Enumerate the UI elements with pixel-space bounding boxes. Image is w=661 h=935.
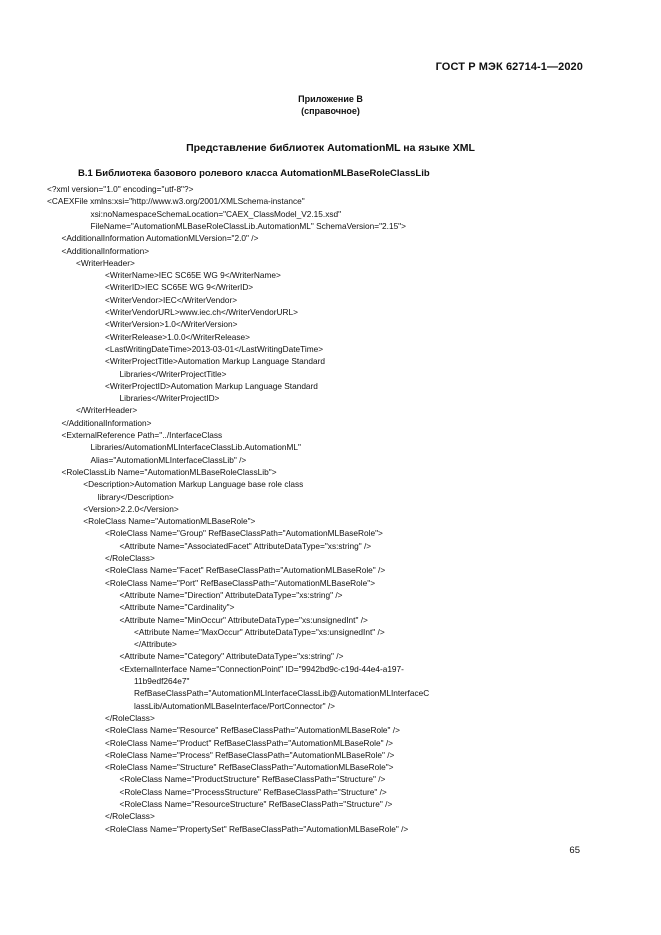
code-line: <Attribute Name="AssociatedFacet" AttributeDataType="xs:string" /> [119, 540, 372, 551]
code-line: <Attribute Name="Direction" AttributeDataType="xs:string" /> [119, 589, 343, 600]
code-line: <Attribute Name="MinOccur" AttributeDataType="xs:unsignedInt" /> [119, 614, 368, 625]
code-line: <RoleClass Name="Port" RefBaseClassPath="AutomationMLBaseRole"> [105, 577, 376, 588]
code-line: lassLib/AutomationMLBaseInterface/PortConnector" /> [134, 700, 336, 711]
code-line: <WriterRelease>1.0.0</WriterRelease> [105, 331, 250, 342]
code-line: </AdditionalInformation> [61, 417, 152, 428]
code-line: </Attribute> [134, 639, 177, 650]
code-line: <AdditionalInformation> [61, 245, 150, 256]
code-line: <ExternalInterface Name="ConnectionPoint" ID="9942bd9c-c19d-44e4-a197- [119, 663, 404, 674]
page-number: 65 [569, 845, 580, 856]
code-line: <WriterID>IEC SC65E WG 9</WriterID> [105, 282, 254, 293]
code-line: <ExternalReference Path="../InterfaceClass [61, 430, 223, 440]
code-line: Libraries</WriterProjectID> [119, 393, 220, 404]
code-line: <AdditionalInformation AutomationMLVersion="2.0" /> [61, 233, 259, 244]
annex-label: Приложение В [298, 94, 363, 104]
code-line: </WriterHeader> [76, 405, 138, 416]
code-line: <WriterVendor>IEC</WriterVendor> [105, 294, 238, 305]
code-line: <RoleClass Name="Process" RefBaseClassPath="AutomationMLBaseRole" /> [105, 749, 395, 760]
code-line: <RoleClass Name="ResourceStructure" RefBaseClassPath="Structure" /> [119, 799, 393, 809]
code-line: <Attribute Name="Cardinality"> [119, 602, 235, 613]
code-line: <Attribute Name="MaxOccur" AttributeDataType="xs:unsignedInt" /> [134, 626, 385, 637]
code-line: <RoleClass Name="Group" RefBaseClassPath="AutomationMLBaseRole"> [105, 528, 383, 539]
code-line: xsi:noNamespaceSchemaLocation="CAEX_ClassModel_V2.15.xsd" [90, 208, 342, 219]
code-line: <LastWritingDateTime>2013-03-01</LastWritingDateTime> [105, 343, 324, 354]
code-line: <RoleClass Name="Structure" RefBaseClassPath="AutomationMLBaseRole"> [105, 762, 394, 773]
code-line: FileName="AutomationMLBaseRoleClassLib.AutomationML" SchemaVersion="2.15"> [90, 220, 406, 231]
section-heading: В.1 Библиотека базового ролевого класса AutomationMLBaseRoleClassLib [78, 168, 430, 179]
code-line: 11b9edf264e7" [134, 676, 190, 686]
code-line: <RoleClassLib Name="AutomationMLBaseRoleClassLib"> [61, 466, 277, 477]
code-line: <WriterHeader> [76, 257, 135, 268]
annex-title: Представление библиотек AutomationML на языке XML [186, 142, 475, 154]
code-line: Alias="AutomationMLInterfaceClassLib" /> [90, 454, 247, 465]
code-line: <RoleClass Name="Facet" RefBaseClassPath="AutomationMLBaseRole" /> [105, 565, 386, 576]
code-line: <CAEXFile xmlns:xsi="http://www.w3.org/2001/XMLSchema-instance" [47, 196, 305, 207]
code-line: <RoleClass Name="Product" RefBaseClassPath="AutomationMLBaseRole" /> [105, 737, 394, 748]
annex-type: (справочное) [301, 106, 360, 116]
code-line: <RoleClass Name="PropertySet" RefBaseClassPath="AutomationMLBaseRole" /> [105, 823, 409, 834]
code-line: </RoleClass> [105, 811, 155, 822]
code-line: </RoleClass> [105, 553, 155, 563]
code-line: <WriterProjectTitle>Automation Markup Language Standard [105, 356, 325, 367]
code-line: library</Description> [97, 491, 174, 502]
annex-heading [0, 93, 661, 117]
code-line: <WriterVersion>1.0</WriterVersion> [105, 319, 238, 330]
code-line: <RoleClass Name="Resource" RefBaseClassPath="AutomationMLBaseRole" /> [105, 725, 400, 736]
standard-code: ГОСТ Р МЭК 62714-1—2020 [435, 61, 583, 73]
code-line: <Attribute Name="Category" AttributeDataType="xs:string" /> [119, 651, 344, 662]
code-line: </RoleClass> [105, 712, 155, 723]
code-line: <?xml version="1.0" encoding="utf-8"?> [47, 184, 194, 194]
code-line: <WriterName>IEC SC65E WG 9</WriterName> [105, 270, 281, 281]
code-line: <WriterProjectID>Automation Markup Language Standard [105, 380, 318, 391]
code-line: <RoleClass Name="ProcessStructure" RefBaseClassPath="Structure" /> [119, 786, 387, 797]
code-line: Libraries/AutomationMLInterfaceClassLib.AutomationML" [90, 442, 301, 453]
code-line: <Version>2.2.0</Version> [83, 503, 179, 514]
code-line: RefBaseClassPath="AutomationMLInterfaceClassLib@AutomationMLInterfaceC [134, 688, 430, 699]
code-line: Libraries</WriterProjectTitle> [119, 368, 227, 379]
code-line: <RoleClass Name="AutomationMLBaseRole"> [83, 516, 256, 527]
code-line: <RoleClass Name="ProductStructure" RefBaseClassPath="Structure" /> [119, 774, 386, 785]
code-line: <WriterVendorURL>www.iec.ch</WriterVendorURL> [105, 307, 298, 317]
code-line: <Description>Automation Markup Language base role class [83, 479, 304, 490]
